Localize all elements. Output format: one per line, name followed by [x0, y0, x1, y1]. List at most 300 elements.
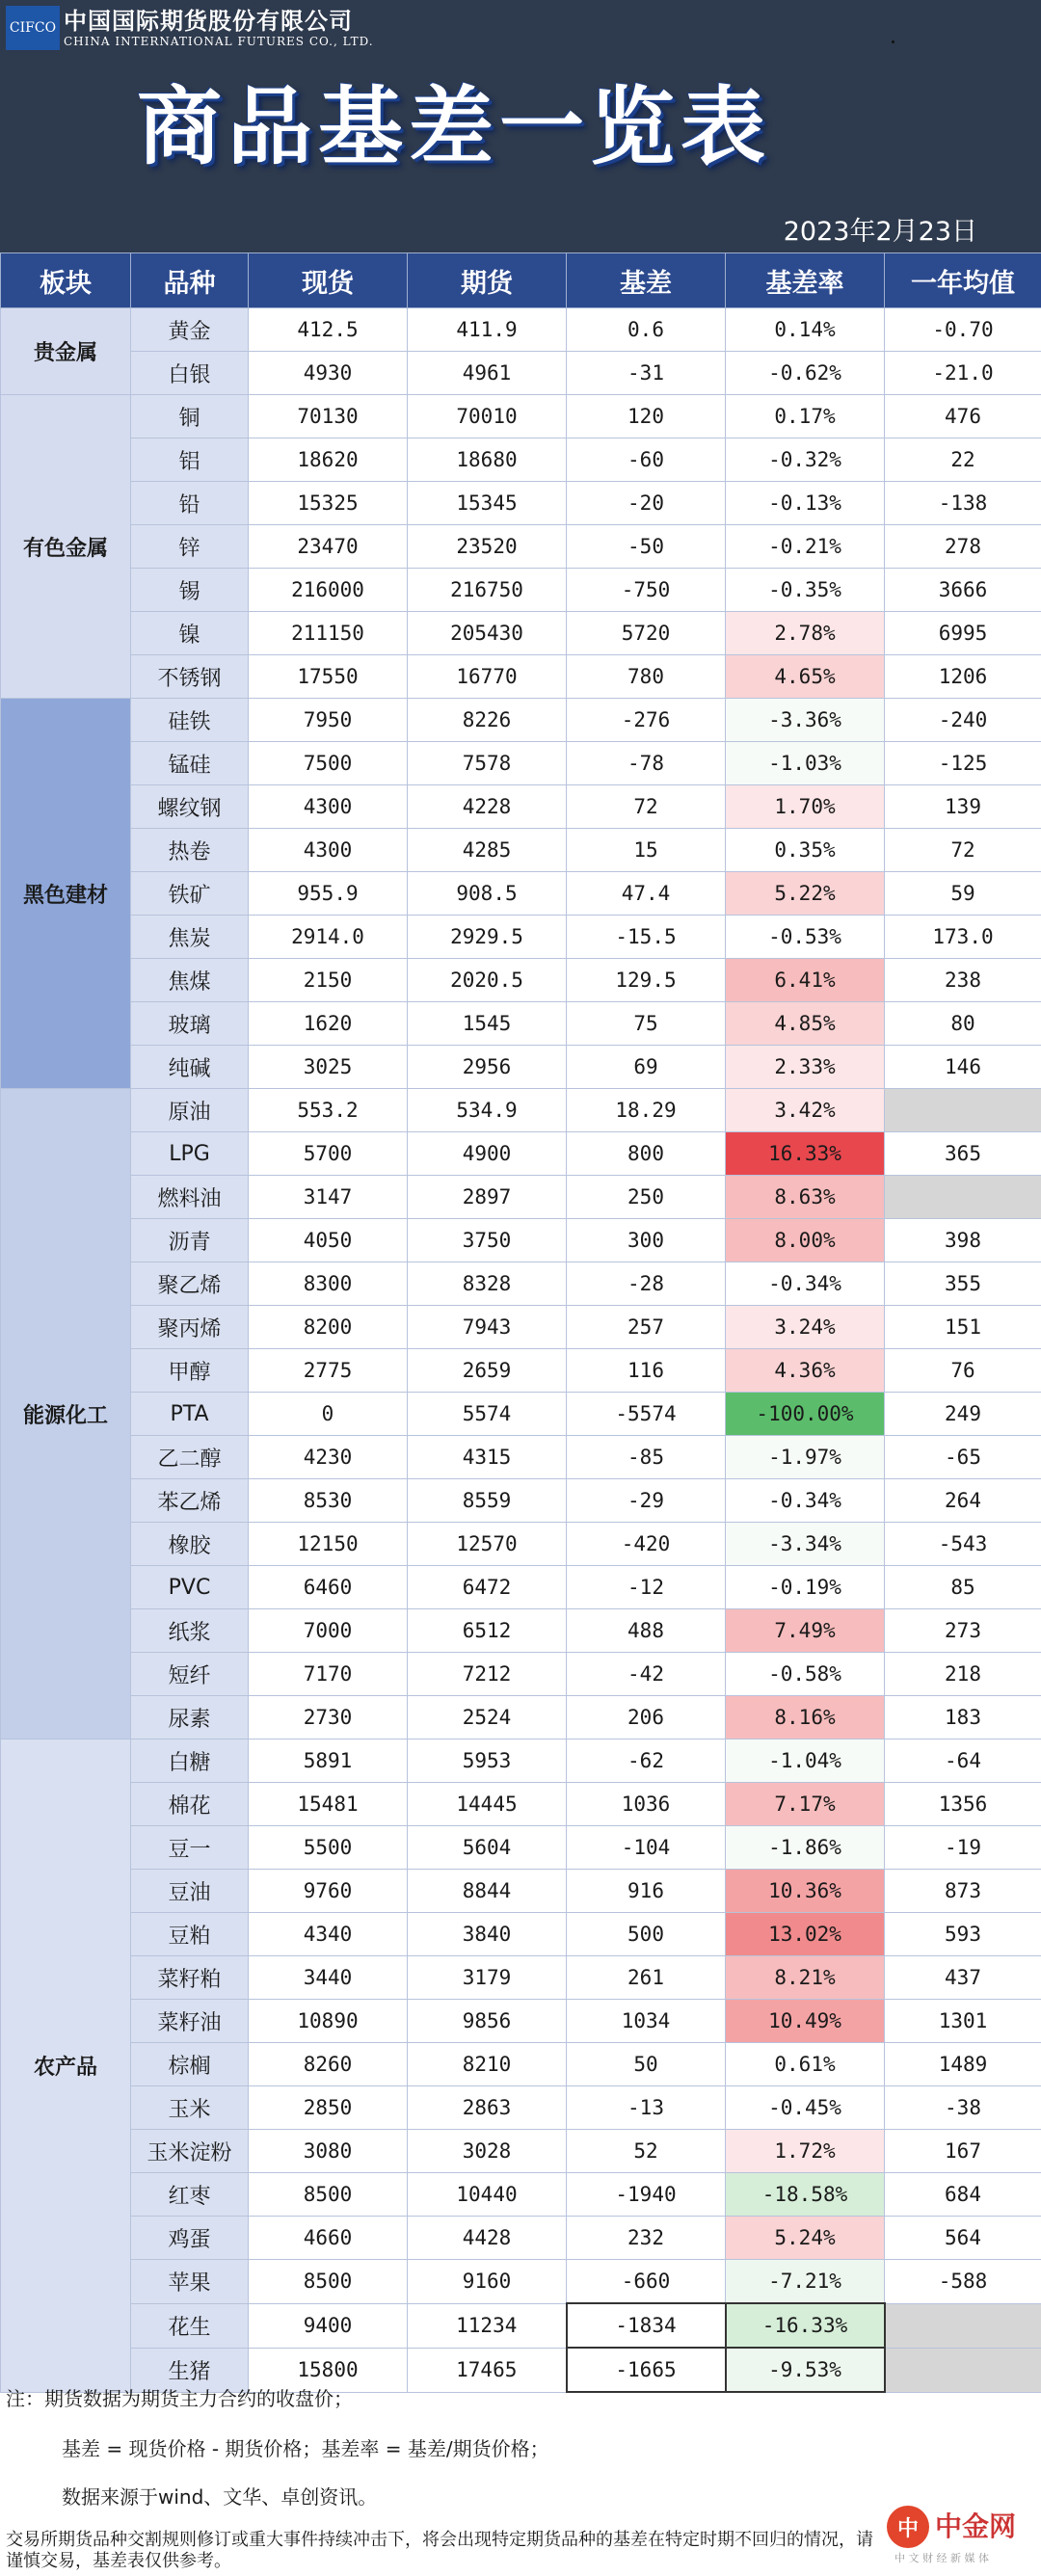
annual-average-cell: 6995 — [885, 612, 1041, 655]
table-row — [1, 1262, 1041, 1306]
spot-price-cell: 412.5 — [249, 308, 408, 352]
spot-price-cell: 5700 — [249, 1132, 408, 1176]
table-row — [1, 395, 1041, 438]
spot-price-cell: 8500 — [249, 2173, 408, 2217]
annual-average-cell: 72 — [885, 829, 1041, 872]
futures-price-cell: 11234 — [408, 2303, 567, 2348]
table-row — [1, 1653, 1041, 1696]
spot-price-cell: 7500 — [249, 742, 408, 785]
futures-price-cell: 534.9 — [408, 1089, 567, 1132]
futures-price-cell: 15345 — [408, 482, 567, 525]
annual-average-cell: 437 — [885, 1956, 1041, 2000]
basis-cell: -750 — [567, 569, 726, 612]
product-name-cell: 螺纹钢 — [131, 785, 249, 829]
product-name-cell: 硅铁 — [131, 699, 249, 742]
sector-cell: 能源化工 — [1, 1089, 131, 1739]
basis-rate-cell: 7.49% — [726, 1609, 885, 1653]
spot-price-cell: 4230 — [249, 1436, 408, 1479]
basis-cell: 488 — [567, 1609, 726, 1653]
basis-rate-cell: -0.35% — [726, 569, 885, 612]
product-name-cell: 聚乙烯 — [131, 1262, 249, 1306]
basis-cell: -85 — [567, 1436, 726, 1479]
basis-cell: 0.6 — [567, 308, 726, 352]
annual-average-cell — [885, 2303, 1041, 2348]
futures-price-cell: 7212 — [408, 1653, 567, 1696]
product-name-cell: 聚丙烯 — [131, 1306, 249, 1349]
report-date: 2023年2月23日 — [783, 217, 977, 247]
futures-price-cell: 3840 — [408, 1913, 567, 1956]
annual-average-cell: 355 — [885, 1262, 1041, 1306]
product-name-cell: 苹果 — [131, 2260, 249, 2304]
company-name-en: CHINA INTERNATIONAL FUTURES CO., LTD. — [64, 35, 374, 48]
table-row — [1, 2000, 1041, 2043]
annual-average-cell: -588 — [885, 2260, 1041, 2304]
spot-price-cell: 8260 — [249, 2043, 408, 2086]
futures-price-cell: 4285 — [408, 829, 567, 872]
basis-cell: -660 — [567, 2260, 726, 2304]
table-row — [1, 1479, 1041, 1523]
basis-rate-cell: 5.24% — [726, 2217, 885, 2260]
table-row — [1, 1913, 1041, 1956]
basis-rate-cell: 0.14% — [726, 308, 885, 352]
table-row — [1, 2173, 1041, 2217]
table-row — [1, 1176, 1041, 1219]
product-name-cell: 锡 — [131, 569, 249, 612]
cifco-logo-icon: CIFCO — [6, 6, 60, 50]
spot-price-cell: 15481 — [249, 1783, 408, 1826]
basis-cell: -5574 — [567, 1393, 726, 1436]
decorative-dot — [892, 40, 894, 43]
basis-cell: 15 — [567, 829, 726, 872]
futures-price-cell: 3179 — [408, 1956, 567, 2000]
basis-cell: -13 — [567, 2086, 726, 2130]
product-name-cell: 沥青 — [131, 1219, 249, 1262]
annual-average-cell: 1301 — [885, 2000, 1041, 2043]
column-header: 基差率 — [726, 253, 885, 308]
annual-average-cell — [885, 1176, 1041, 1219]
annual-average-cell: 873 — [885, 1870, 1041, 1913]
basis-rate-cell: -100.00% — [726, 1393, 885, 1436]
basis-rate-cell: 1.70% — [726, 785, 885, 829]
column-header: 品种 — [131, 253, 249, 308]
spot-price-cell: 7170 — [249, 1653, 408, 1696]
spot-price-cell: 2914.0 — [249, 916, 408, 959]
spot-price-cell: 8200 — [249, 1306, 408, 1349]
product-name-cell: 焦煤 — [131, 959, 249, 1002]
product-name-cell: 焦炭 — [131, 916, 249, 959]
spot-price-cell: 9400 — [249, 2303, 408, 2348]
basis-rate-cell: -0.21% — [726, 525, 885, 569]
table-row — [1, 525, 1041, 569]
basis-cell: -28 — [567, 1262, 726, 1306]
basis-rate-cell: 2.78% — [726, 612, 885, 655]
spot-price-cell: 216000 — [249, 569, 408, 612]
annual-average-cell: -19 — [885, 1826, 1041, 1870]
product-name-cell: 菜籽油 — [131, 2000, 249, 2043]
basis-cell: 257 — [567, 1306, 726, 1349]
annual-average-cell: -64 — [885, 1739, 1041, 1783]
basis-cell: -104 — [567, 1826, 726, 1870]
spot-price-cell: 3025 — [249, 1046, 408, 1089]
table-row — [1, 1696, 1041, 1739]
basis-rate-cell: 3.42% — [726, 1089, 885, 1132]
spot-price-cell: 4050 — [249, 1219, 408, 1262]
futures-price-cell: 18680 — [408, 438, 567, 482]
table-row — [1, 1002, 1041, 1046]
watermark — [887, 2506, 1016, 2548]
basis-cell: -50 — [567, 525, 726, 569]
product-name-cell: 豆粕 — [131, 1913, 249, 1956]
report-header — [0, 0, 1041, 252]
futures-price-cell: 4961 — [408, 352, 567, 395]
annual-average-cell: -65 — [885, 1436, 1041, 1479]
basis-rate-cell: 16.33% — [726, 1132, 885, 1176]
basis-rate-cell: 6.41% — [726, 959, 885, 1002]
basis-rate-cell: 8.63% — [726, 1176, 885, 1219]
product-name-cell: PTA — [131, 1393, 249, 1436]
product-name-cell: 甲醇 — [131, 1349, 249, 1393]
futures-price-cell: 6512 — [408, 1609, 567, 1653]
basis-cell: 206 — [567, 1696, 726, 1739]
basis-cell: 1036 — [567, 1783, 726, 1826]
futures-price-cell: 9160 — [408, 2260, 567, 2304]
product-name-cell: 白银 — [131, 352, 249, 395]
table-row — [1, 438, 1041, 482]
futures-price-cell: 5953 — [408, 1739, 567, 1783]
basis-cell: 232 — [567, 2217, 726, 2260]
basis-cell: -31 — [567, 352, 726, 395]
basis-cell: 47.4 — [567, 872, 726, 916]
spot-price-cell: 8530 — [249, 1479, 408, 1523]
product-name-cell: 豆一 — [131, 1826, 249, 1870]
product-name-cell: 花生 — [131, 2303, 249, 2348]
basis-cell: 120 — [567, 395, 726, 438]
basis-rate-cell: -7.21% — [726, 2260, 885, 2304]
annual-average-cell: 398 — [885, 1219, 1041, 1262]
product-name-cell: 生猪 — [131, 2348, 249, 2392]
product-name-cell: 铜 — [131, 395, 249, 438]
basis-cell: -78 — [567, 742, 726, 785]
futures-price-cell: 70010 — [408, 395, 567, 438]
watermark-sub: 中 文 财 经 新 媒 体 — [894, 2552, 989, 2564]
annual-average-cell: -21.0 — [885, 352, 1041, 395]
spot-price-cell: 15800 — [249, 2348, 408, 2392]
basis-rate-cell: -1.04% — [726, 1739, 885, 1783]
table-row — [1, 352, 1041, 395]
basis-cell: 50 — [567, 2043, 726, 2086]
basis-rate-cell: -3.36% — [726, 699, 885, 742]
basis-cell: 500 — [567, 1913, 726, 1956]
basis-cell: -42 — [567, 1653, 726, 1696]
basis-rate-cell: -9.53% — [726, 2348, 885, 2392]
table-row — [1, 699, 1041, 742]
annual-average-cell: 3666 — [885, 569, 1041, 612]
basis-rate-cell: 2.33% — [726, 1046, 885, 1089]
spot-price-cell: 12150 — [249, 1523, 408, 1566]
futures-price-cell: 7578 — [408, 742, 567, 785]
futures-price-cell: 216750 — [408, 569, 567, 612]
basis-cell: 18.29 — [567, 1089, 726, 1132]
table-row — [1, 2303, 1041, 2348]
spot-price-cell: 10890 — [249, 2000, 408, 2043]
spot-price-cell: 7000 — [249, 1609, 408, 1653]
product-name-cell: 原油 — [131, 1089, 249, 1132]
annual-average-cell: -138 — [885, 482, 1041, 525]
product-name-cell: 玉米 — [131, 2086, 249, 2130]
spot-price-cell: 5891 — [249, 1739, 408, 1783]
table-row — [1, 1956, 1041, 2000]
basis-cell: 69 — [567, 1046, 726, 1089]
basis-cell: -12 — [567, 1566, 726, 1609]
basis-cell: -29 — [567, 1479, 726, 1523]
annual-average-cell: 183 — [885, 1696, 1041, 1739]
spot-price-cell: 4340 — [249, 1913, 408, 1956]
product-name-cell: 尿素 — [131, 1696, 249, 1739]
basis-rate-cell: 4.65% — [726, 655, 885, 699]
basis-rate-cell: 10.49% — [726, 2000, 885, 2043]
spot-price-cell: 4300 — [249, 785, 408, 829]
table-row — [1, 612, 1041, 655]
watermark-text: 中金网 — [935, 2510, 1017, 2542]
basis-rate-cell: -0.34% — [726, 1479, 885, 1523]
basis-rate-cell: -0.19% — [726, 1566, 885, 1609]
annual-average-cell: 684 — [885, 2173, 1041, 2217]
table-row — [1, 1132, 1041, 1176]
table-row — [1, 482, 1041, 525]
spot-price-cell: 70130 — [249, 395, 408, 438]
spot-price-cell: 4930 — [249, 352, 408, 395]
futures-price-cell: 6472 — [408, 1566, 567, 1609]
basis-rate-cell: -16.33% — [726, 2303, 885, 2348]
spot-price-cell: 1620 — [249, 1002, 408, 1046]
futures-price-cell: 14445 — [408, 1783, 567, 1826]
table-body — [1, 308, 1041, 2393]
basis-cell: 261 — [567, 1956, 726, 2000]
spot-price-cell: 3147 — [249, 1176, 408, 1219]
sector-cell: 有色金属 — [1, 395, 131, 699]
company-name-cn: 中国国际期货股份有限公司 — [64, 8, 353, 35]
product-name-cell: LPG — [131, 1132, 249, 1176]
basis-cell: -15.5 — [567, 916, 726, 959]
annual-average-cell: 264 — [885, 1479, 1041, 1523]
product-name-cell: 纯碱 — [131, 1046, 249, 1089]
spot-price-cell: 3080 — [249, 2130, 408, 2173]
basis-cell: 52 — [567, 2130, 726, 2173]
futures-price-cell: 2929.5 — [408, 916, 567, 959]
futures-price-cell: 5604 — [408, 1826, 567, 1870]
annual-average-cell: 476 — [885, 395, 1041, 438]
annual-average-cell: 273 — [885, 1609, 1041, 1653]
table-row — [1, 2086, 1041, 2130]
spot-price-cell: 15325 — [249, 482, 408, 525]
futures-price-cell: 3750 — [408, 1219, 567, 1262]
product-name-cell: 锌 — [131, 525, 249, 569]
column-header: 现货 — [249, 253, 408, 308]
annual-average-cell: -38 — [885, 2086, 1041, 2130]
basis-cell: -60 — [567, 438, 726, 482]
column-header: 期货 — [408, 253, 567, 308]
basis-cell: 1034 — [567, 2000, 726, 2043]
annual-average-cell: -543 — [885, 1523, 1041, 1566]
table-row — [1, 959, 1041, 1002]
annual-average-cell: 173.0 — [885, 916, 1041, 959]
note-line-3: 数据来源于wind、文华、卓创资讯。 — [62, 2485, 378, 2509]
spot-price-cell: 2775 — [249, 1349, 408, 1393]
table-row — [1, 1783, 1041, 1826]
annual-average-cell: 1356 — [885, 1783, 1041, 1826]
basis-cell: 250 — [567, 1176, 726, 1219]
basis-rate-cell: -0.45% — [726, 2086, 885, 2130]
basis-cell: -1940 — [567, 2173, 726, 2217]
annual-average-cell: 593 — [885, 1913, 1041, 1956]
annual-average-cell: 238 — [885, 959, 1041, 1002]
product-name-cell: 黄金 — [131, 308, 249, 352]
product-name-cell: 棉花 — [131, 1783, 249, 1826]
table-row — [1, 1609, 1041, 1653]
basis-cell: 800 — [567, 1132, 726, 1176]
basis-rate-cell: 4.85% — [726, 1002, 885, 1046]
watermark-logo-icon: 中 — [887, 2506, 929, 2548]
product-name-cell: 鸡蛋 — [131, 2217, 249, 2260]
table-row — [1, 1436, 1041, 1479]
basis-rate-cell: 0.61% — [726, 2043, 885, 2086]
futures-price-cell: 411.9 — [408, 308, 567, 352]
product-name-cell: 白糖 — [131, 1739, 249, 1783]
futures-price-cell: 4900 — [408, 1132, 567, 1176]
basis-rate-cell: -0.62% — [726, 352, 885, 395]
annual-average-cell: -0.70 — [885, 308, 1041, 352]
product-name-cell: 不锈钢 — [131, 655, 249, 699]
futures-price-cell: 8328 — [408, 1262, 567, 1306]
spot-price-cell: 18620 — [249, 438, 408, 482]
futures-price-cell: 7943 — [408, 1306, 567, 1349]
annual-average-cell: 59 — [885, 872, 1041, 916]
table-row — [1, 1523, 1041, 1566]
annual-average-cell: -240 — [885, 699, 1041, 742]
table-row — [1, 1739, 1041, 1783]
note-line-2: 基差 = 现货价格 - 期货价格；基差率 = 基差/期货价格； — [62, 2437, 549, 2460]
basis-rate-cell: 8.21% — [726, 1956, 885, 2000]
annual-average-cell — [885, 2348, 1041, 2392]
basis-rate-cell: 10.36% — [726, 1870, 885, 1913]
column-header: 板块 — [1, 253, 131, 308]
basis-rate-cell: -3.34% — [726, 1523, 885, 1566]
product-name-cell: 菜籽粕 — [131, 1956, 249, 2000]
table-row — [1, 916, 1041, 959]
basis-cell: -1834 — [567, 2303, 726, 2348]
spot-price-cell: 955.9 — [249, 872, 408, 916]
annual-average-cell: 80 — [885, 1002, 1041, 1046]
basis-cell: 72 — [567, 785, 726, 829]
spot-price-cell: 0 — [249, 1393, 408, 1436]
annual-average-cell: 151 — [885, 1306, 1041, 1349]
futures-price-cell: 1545 — [408, 1002, 567, 1046]
basis-rate-cell: 0.17% — [726, 395, 885, 438]
spot-price-cell: 17550 — [249, 655, 408, 699]
product-name-cell: 铅 — [131, 482, 249, 525]
table-row — [1, 2043, 1041, 2086]
basis-cell: -20 — [567, 482, 726, 525]
column-header: 一年均值 — [885, 253, 1041, 308]
basis-rate-cell: -18.58% — [726, 2173, 885, 2217]
futures-price-cell: 908.5 — [408, 872, 567, 916]
table-row — [1, 1826, 1041, 1870]
basis-rate-cell: 0.35% — [726, 829, 885, 872]
basis-cell: 129.5 — [567, 959, 726, 1002]
product-name-cell: 玻璃 — [131, 1002, 249, 1046]
futures-price-cell: 23520 — [408, 525, 567, 569]
futures-price-cell: 8844 — [408, 1870, 567, 1913]
annual-average-cell: 167 — [885, 2130, 1041, 2173]
basis-rate-cell: 5.22% — [726, 872, 885, 916]
product-name-cell: 短纤 — [131, 1653, 249, 1696]
table-row — [1, 1393, 1041, 1436]
annual-average-cell: -125 — [885, 742, 1041, 785]
table-header-row — [1, 253, 1041, 308]
annual-average-cell: 365 — [885, 1132, 1041, 1176]
table-row — [1, 2348, 1041, 2392]
basis-cell: 780 — [567, 655, 726, 699]
futures-price-cell: 2897 — [408, 1176, 567, 1219]
note-line-1: 注：期货数据为期货主力合约的收盘价； — [6, 2387, 353, 2410]
basis-rate-cell: -0.34% — [726, 1262, 885, 1306]
basis-rate-cell: -0.58% — [726, 1653, 885, 1696]
basis-cell: -1665 — [567, 2348, 726, 2392]
futures-price-cell: 2863 — [408, 2086, 567, 2130]
basis-rate-cell: 8.00% — [726, 1219, 885, 1262]
basis-rate-cell: 8.16% — [726, 1696, 885, 1739]
futures-price-cell: 4428 — [408, 2217, 567, 2260]
table-row — [1, 1089, 1041, 1132]
sector-cell: 黑色建材 — [1, 699, 131, 1089]
table-row — [1, 1566, 1041, 1609]
product-name-cell: 燃料油 — [131, 1176, 249, 1219]
spot-price-cell: 6460 — [249, 1566, 408, 1609]
table-row — [1, 1349, 1041, 1393]
annual-average-cell: 564 — [885, 2217, 1041, 2260]
product-name-cell: 豆油 — [131, 1870, 249, 1913]
basis-table — [0, 252, 1041, 2393]
column-header: 基差 — [567, 253, 726, 308]
futures-price-cell: 8559 — [408, 1479, 567, 1523]
annual-average-cell: 278 — [885, 525, 1041, 569]
product-name-cell: 锰硅 — [131, 742, 249, 785]
futures-price-cell: 2020.5 — [408, 959, 567, 1002]
spot-price-cell: 8300 — [249, 1262, 408, 1306]
spot-price-cell: 2150 — [249, 959, 408, 1002]
spot-price-cell: 9760 — [249, 1870, 408, 1913]
table-row — [1, 829, 1041, 872]
futures-price-cell: 5574 — [408, 1393, 567, 1436]
basis-rate-cell: -1.86% — [726, 1826, 885, 1870]
note-line-4: 交易所期货品种交割规则修订或重大事件持续冲击下，将会出现特定期货品种的基差在特定时期不回归的情况，请谨慎交易，基差表仅供参考。 — [6, 2530, 873, 2571]
basis-rate-cell: 1.72% — [726, 2130, 885, 2173]
spot-price-cell: 8500 — [249, 2260, 408, 2304]
product-name-cell: 镍 — [131, 612, 249, 655]
product-name-cell: 乙二醇 — [131, 1436, 249, 1479]
table-row — [1, 1046, 1041, 1089]
futures-price-cell: 12570 — [408, 1523, 567, 1566]
futures-price-cell: 16770 — [408, 655, 567, 699]
basis-cell: -62 — [567, 1739, 726, 1783]
spot-price-cell: 2850 — [249, 2086, 408, 2130]
product-name-cell: 橡胶 — [131, 1523, 249, 1566]
company-logo — [6, 6, 374, 50]
spot-price-cell: 211150 — [249, 612, 408, 655]
annual-average-cell — [885, 1089, 1041, 1132]
basis-cell: 116 — [567, 1349, 726, 1393]
product-name-cell: 红枣 — [131, 2173, 249, 2217]
